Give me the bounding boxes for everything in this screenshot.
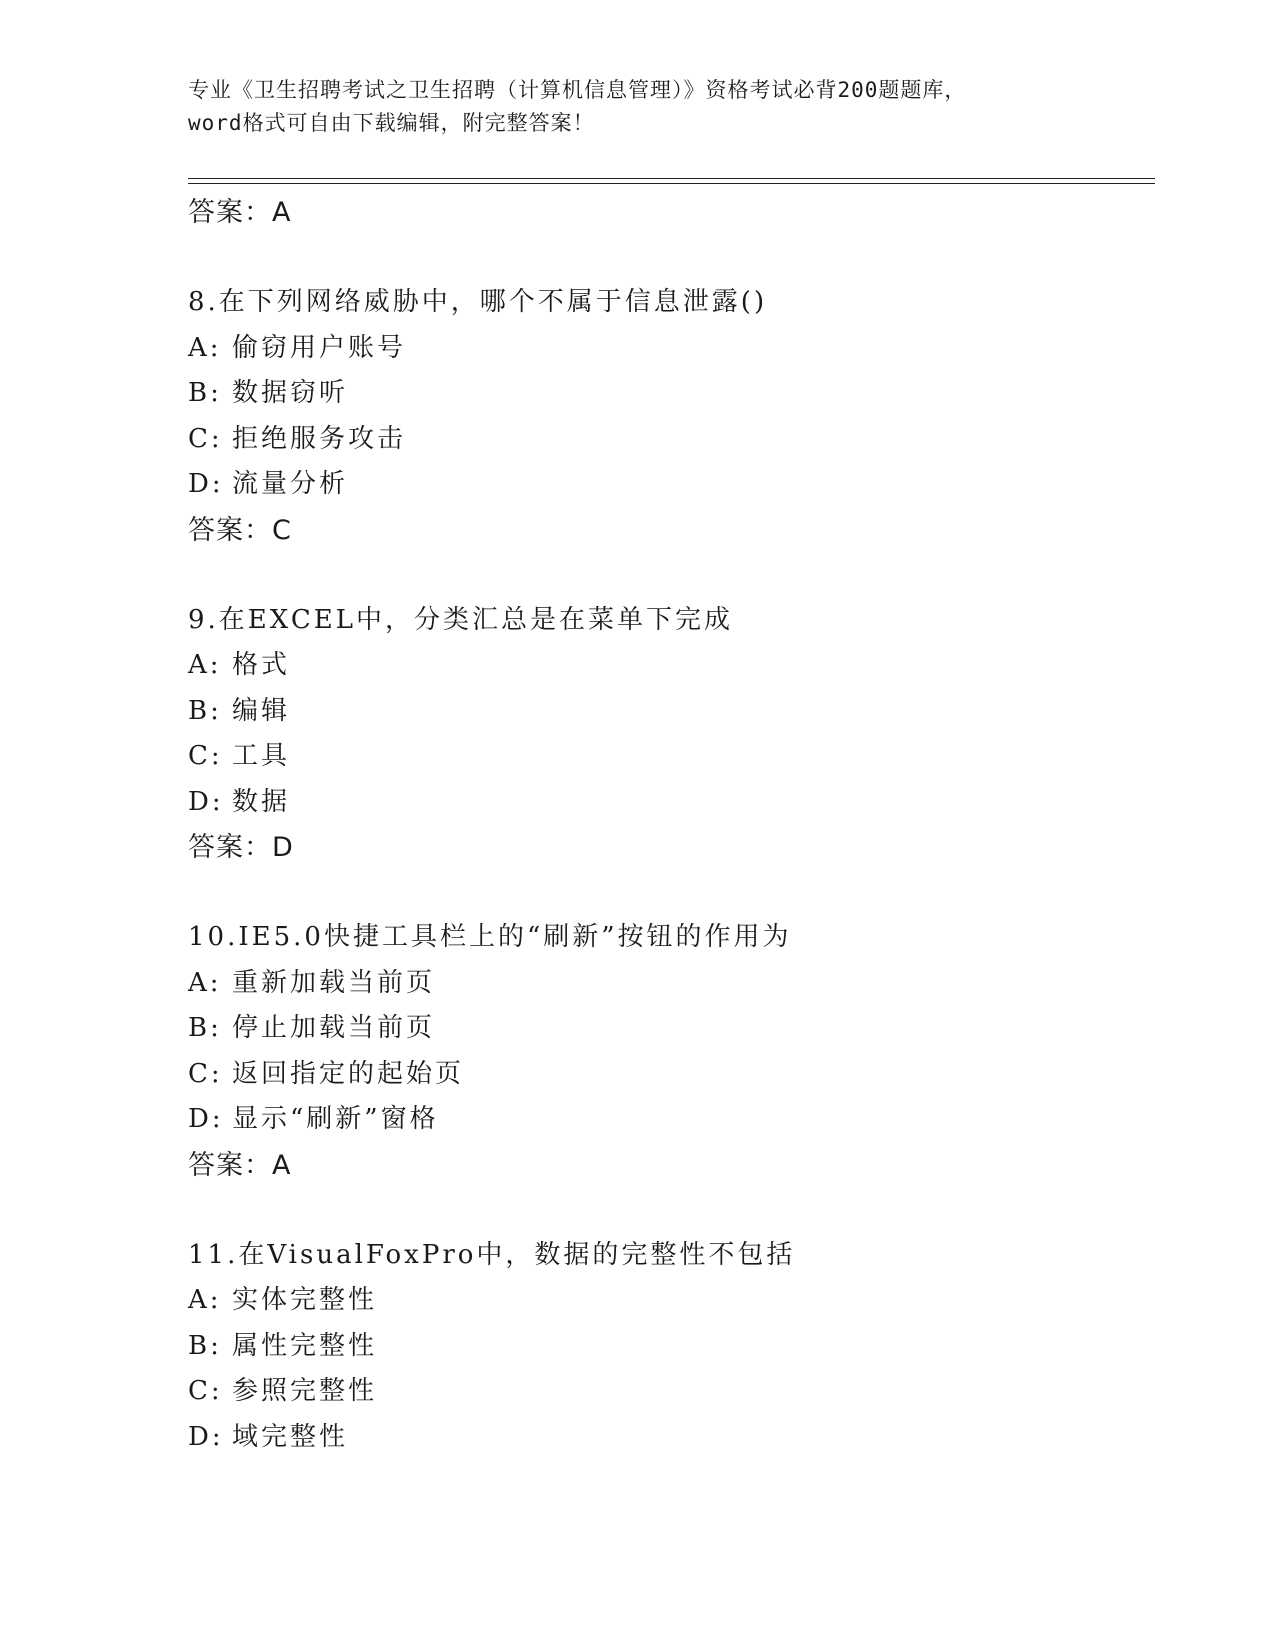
- option-text: 数据窃听: [232, 378, 349, 408]
- question-text: 9.在EXCEL中，分类汇总是在菜单下完成: [188, 604, 733, 635]
- option-a: [188, 326, 1148, 372]
- question-8: [188, 280, 1148, 554]
- option-letter: B:: [188, 378, 222, 408]
- option-c: [188, 1369, 1148, 1415]
- option-text: 流量分析: [232, 469, 349, 499]
- option-letter: C:: [188, 1376, 223, 1406]
- option-b: [188, 1324, 1148, 1370]
- option-letter: A:: [188, 332, 222, 363]
- option-text: 显示“刷新”窗格: [232, 1104, 439, 1134]
- question-11: [188, 1233, 1148, 1461]
- option-b: [188, 689, 1148, 735]
- document-body: [188, 190, 1148, 1460]
- question-text: 11.在VisualFoxPro中，数据的完整性不包括: [188, 1239, 796, 1270]
- header-line-2: word格式可自由下载编辑，附完整答案！: [188, 111, 595, 135]
- option-c: [188, 417, 1148, 463]
- document-header: [188, 74, 1088, 140]
- question-9: [188, 598, 1148, 872]
- question-10: [188, 915, 1148, 1189]
- option-text: 偷窃用户账号: [232, 332, 407, 363]
- option-text: 域完整性: [232, 1421, 349, 1452]
- option-letter: D:: [188, 1104, 224, 1134]
- option-d: [188, 780, 1148, 826]
- option-text: 返回指定的起始页: [232, 1058, 465, 1089]
- option-d: [188, 462, 1148, 508]
- option-letter: D:: [188, 469, 224, 499]
- answer-line-prev: 答案：A: [188, 197, 292, 228]
- header-line-1: 专业《卫生招聘考试之卫生招聘（计算机信息管理）》资格考试必背200题题库，: [188, 78, 967, 102]
- option-c: [188, 734, 1148, 780]
- option-a: [188, 961, 1148, 1007]
- option-text: 编辑: [232, 695, 291, 726]
- option-text: 重新加载当前页: [232, 967, 436, 998]
- option-b: [188, 1006, 1148, 1052]
- option-letter: A:: [188, 1285, 222, 1315]
- option-text: 数据: [232, 786, 291, 817]
- option-letter: B:: [188, 695, 222, 726]
- header-double-rule: [188, 178, 1155, 184]
- option-letter: C:: [188, 741, 223, 771]
- answer-line: 答案：A: [188, 1149, 292, 1181]
- option-a: [188, 1278, 1148, 1324]
- option-letter: C:: [188, 1058, 223, 1089]
- option-c: [188, 1052, 1148, 1098]
- option-letter: C:: [188, 423, 223, 454]
- question-text: 10.IE5.0快捷工具栏上的“刷新”按钮的作用为: [188, 922, 792, 952]
- question-text: 8.在下列网络威胁中，哪个不属于信息泄露(): [188, 287, 768, 317]
- option-letter: D:: [188, 786, 224, 817]
- option-letter: A:: [188, 967, 222, 998]
- answer-line: 答案：C: [188, 514, 292, 546]
- option-text: 格式: [232, 650, 291, 680]
- option-text: 拒绝服务攻击: [232, 423, 407, 454]
- option-text: 实体完整性: [232, 1285, 378, 1315]
- option-text: 工具: [232, 741, 291, 771]
- answer-line: 答案：D: [188, 832, 294, 863]
- option-text: 停止加载当前页: [232, 1013, 436, 1043]
- option-text: 参照完整性: [232, 1376, 378, 1406]
- option-a: [188, 643, 1148, 689]
- option-letter: A:: [188, 650, 222, 680]
- option-letter: B:: [188, 1013, 222, 1043]
- option-b: [188, 371, 1148, 417]
- option-d: [188, 1415, 1148, 1461]
- option-letter: D:: [188, 1421, 224, 1452]
- option-text: 属性完整性: [232, 1330, 378, 1361]
- option-letter: B:: [188, 1330, 222, 1361]
- option-d: [188, 1097, 1148, 1143]
